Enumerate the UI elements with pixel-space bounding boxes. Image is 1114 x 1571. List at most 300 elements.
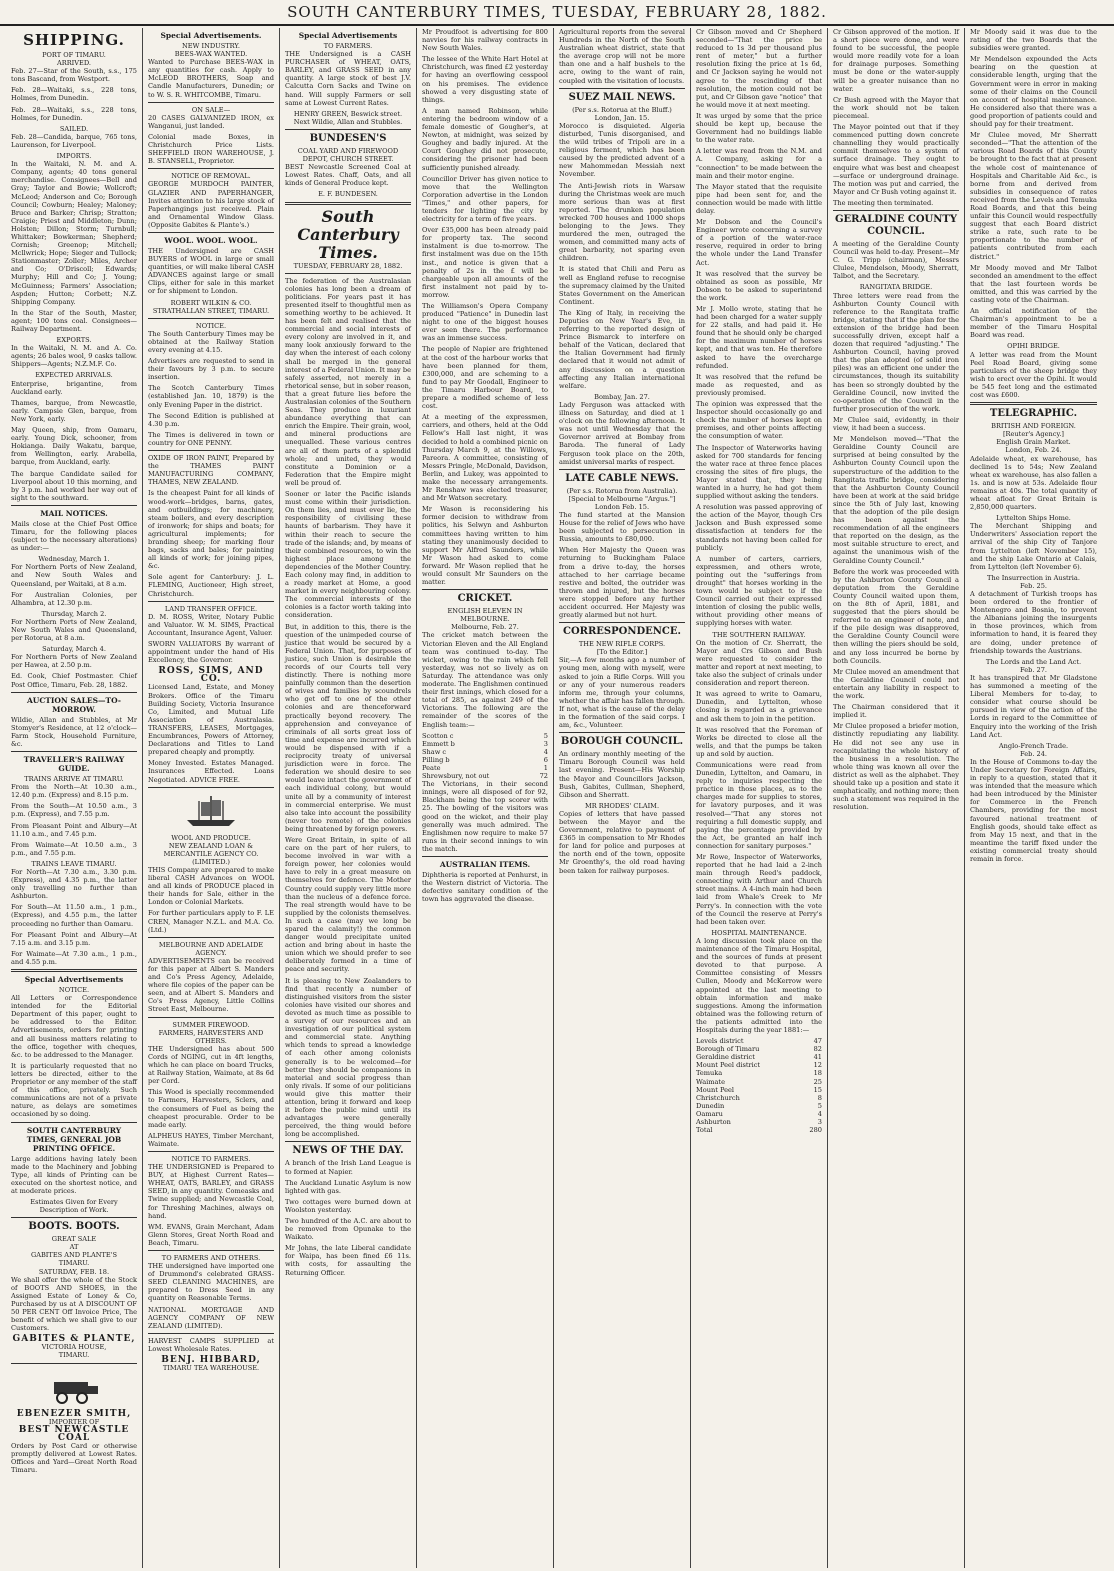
boots-1: GREAT SALE [51, 1235, 97, 1244]
place: Christchurch [696, 1093, 740, 1102]
suez-heading: SUEZ MAIL NEWS. [568, 91, 676, 103]
tele-8: The Insurrection in Austria. [987, 573, 1080, 582]
council-8: It was resolved that the refund be made as requested, and as previously promised. [696, 372, 822, 397]
borough-2: MR RHODES' CLAIM. [584, 801, 660, 810]
auction-heading: AUCTION SALES—TO-MORROW. [26, 695, 122, 714]
geraldine-5: Mr Mendelson moved—"That the Geraldine County Council are surprised at being consulted by the Ashburton County Council upon the superstructure of the addition to the Rangitata traffic bridge, considering that the Ashburton County Council have been at work at the said bridge since the 5th of July last, knowing that the adoption of the pile design has been against the recommendation of all the engineers that reported on the design, as the most suitable structure to erect, and against the unanimous wish of the Geraldine County Council." [833, 435, 959, 565]
melbourne-1: ADVERTISEMENTS can be received for this paper at Albert S. Manders and Co's Press Agency, Adelaide, where file copies of the paper can be seen, and at Albert S. Manders and Co's Press Agency, Little Collins Street East, Melbourne. [148, 956, 274, 1014]
news-4: Two hundred of the A.C. are about to be removed from Opunake to the Waikato. [285, 1217, 411, 1242]
mail-5: Thursday, March 2. [41, 609, 107, 618]
imports-1: In the Waitaki, N. M. and A. Company, agents; 40 tons general merchandise. Consignees—Bell and Gray; Taylor and Bowie; Wollcroft; McLeod; Anderson and Co; Borough Council; Cowburn; Healey; Maloney; Bruce and Barker; Chrisp; Stratton; Craigie; Priest and Middleton; Dunn; Holsten; Dillon; Storm; Turnbull; Whittaker; Bowkerman; Shepherd; Cornish; Greenop; Mitchell; Mcllwrick; Hope; Sieger and Tullock; Stationmaster; Zoller; Miles, Archer and Co; O'Driscoll; Edwards; Murphy; Hill and Co; J. Young; McGuinness; Farmers' Association; Aspden; Hutton; Corbett; N.Z. Shipping Company. [11, 160, 137, 306]
patients-table [696, 1037, 822, 1134]
divider [285, 1141, 411, 1142]
times-notice-5: The Times is delivered in town or country for ONE PENNY. [148, 430, 274, 447]
hospital-subheading: HOSPITAL MAINTENANCE. [711, 928, 807, 937]
melbourne-heading: MELBOURNE AND ADELAIDE AGENCY. [158, 940, 264, 957]
runs: 5 [543, 731, 548, 740]
table-row [696, 1118, 822, 1126]
divider [148, 1250, 274, 1251]
suez-3: Morocco is disquieted. Algeria disturbed, Tunis disorganised, and the wild tribes of Tripoli are in a religious ferment, which has been caused by the predicted advent of a new Mahommedan Messiah next November. [559, 121, 685, 179]
mail-6: For Northern Ports of New Zealand, New South Wales and Queensland, per Rotorua, at 8 a.m. [11, 617, 137, 643]
runs: 72 [539, 772, 548, 781]
ross-sims-3: Money Invested. Estates Managed. Insurances Effected. Loans Negotiated. ADVICE FREE. [148, 759, 274, 784]
farmers-others-heading: TO FARMERS AND OTHERS. [161, 1254, 261, 1262]
railway-2: It was agreed to write to Oamaru, Dunedin, and Lyttelton, whose closing is regarded as a grievance and ask them to join in the petition. [696, 690, 822, 723]
farmers-2: WM. EVANS, Grain Merchant, Adam Glenn Stores, Great North Road and Beach, Timaru. [148, 1222, 274, 1247]
firewood-4: ALPHEUS HAYES, Timber Merchant, Waimate. [148, 1131, 274, 1148]
divider [11, 1217, 137, 1218]
beeswax-3: Wanted to Purchase BEES-WAX in any quantities for cash. Apply to McLEOD BROTHERS, Soap and Candle Manufacturers, Dunedin; or to W. S. R. WHITCOMBE, Timaru. [148, 58, 274, 99]
boots-6: We shall offer the whole of the Stock of BOOTS AND SHOES, in the Assigned Estate of Loney & Co, Purchased by us at A DISCOUNT OF 50 PER CENT Off Invoice Price, The benefit of which we shall give to our Customers. [11, 1275, 137, 1333]
batsman: Emmett b [422, 739, 455, 748]
nz-loan-3: For further particulars apply to F. LE CREN, Manager N.Z.L. and M.A. Co. (Ltd.) [148, 909, 274, 934]
wool-produce-heading: WOOL AND PRODUCE. [171, 833, 251, 842]
table-row [696, 1102, 822, 1110]
cricket-heading: CRICKET. [457, 593, 513, 605]
divider [285, 129, 411, 130]
count: 82 [813, 1045, 822, 1054]
imports-label: IMPORTS. [56, 152, 92, 161]
editorial-3: But, in addition to this, there is the question of the unimpeded course of justice that would be secured by a Federal Union. That, for purposes of justice, such Union is desirable the records of our Courts tell very distinctly. There is nothing more painfully common than the desertion of wives and families by scoundrels who get off to one of the other colonies and are thenceforward practically beyond recovery. The apprehension and conveyance of criminals of all sorts great loss of time and expense are incurred which would be dispensed with if a reciprocity treaty of universal jurisdiction were in force. The federation we should desire to see would leave intact the government of each individual colony, but would unite all by a community of interest in commercial enterprise. We must also take into account the possibility (never too remote) of the colonies being threatened by foreign powers. [285, 622, 411, 833]
hospital-1: A long discussion took place on the maintenance of the Timaru Hospital, and the sources of funds at present devoted to that purpose. A Committee consisting of Messrs Cullen, Moody and McKerrow were appointed at the last meeting to obtain information and make suggestions. Among the information obtained was the following return of the patients admitted into the Hospitals during the year 1881:— [696, 936, 822, 1034]
count: 18 [813, 1069, 822, 1078]
column-8 [965, 28, 1102, 1568]
table-row [696, 1086, 822, 1094]
council-x5: An official notification of the Chairman's appointment to be a member of the Timaru Hospital Board was read. [970, 307, 1097, 340]
mail-2: Wednesday, March 1. [38, 555, 110, 564]
count: 8 [817, 1093, 822, 1102]
place: Ashburton [696, 1118, 731, 1126]
green-3: HENRY GREEN, Beswick street. Next Wildie, Allan and Stubbles. [293, 109, 403, 126]
count: 47 [813, 1037, 822, 1046]
council-1: Cr Gibson moved and Cr Shepherd seconded—"That the price be reduced to 1s 3d per thousand plus rent of meter," but a further resolution fixing the price at 1s 6d, and Cr Jackson saying he would not agree to the rescinding of that resolution, the motion could not be put, and Cr Gibson gave "notice" that he would move it at next meeting. [696, 28, 822, 109]
tele-7: The Merchant Shipping and Underwriters' Association report the arrival of the ship City of Tanjore from Lyttelton (left November 15), and the ship Lake Ontario at Calais, from Lyttelton (left November 6). [970, 522, 1097, 571]
divider [148, 1333, 274, 1334]
ebenezer-1: EBENEZER SMITH, [16, 1408, 132, 1419]
ross-sims-1: ROSS, SIMS, AND CO. [158, 666, 264, 685]
divider [148, 232, 274, 233]
bundesen-2: BEST Newcastle Screened Coal at Lowest Rates. Chaff, Oats, and all kinds of General Produce kept. [285, 163, 411, 188]
divider [11, 505, 137, 506]
total-count: 280 [809, 1126, 822, 1135]
divider [559, 622, 685, 623]
table-total-row [696, 1126, 822, 1134]
batsman: Shaw c [422, 747, 447, 756]
divider [559, 732, 685, 733]
firewood-2: THE Undersigned has about 500 Cords of NGING, cut in 4ft lengths, which he can place on board Trucks, at Railway Station, Waimate, at 8s 6d per Cord. [148, 1044, 274, 1086]
runs: 1 [543, 763, 548, 772]
count: 41 [813, 1053, 822, 1062]
railway-subheading: THE SOUTHERN RAILWAY. [712, 630, 806, 639]
ebenezer-3: BEST NEWCASTLE COAL [18, 1424, 130, 1443]
table-row [422, 732, 548, 740]
count: 12 [813, 1061, 822, 1070]
trains-arrive-heading: TRAINS ARRIVE AT TIMARU. [24, 775, 124, 784]
harvest-3: TIMARU TEA WAREHOUSE. [162, 1364, 260, 1373]
cricket-1: The cricket match between the Victorian Eleven and the All England team was continued to-day. The wicket, owing to the rain which fell yesterday, was not so lively as on Saturday. The attendance was only moderate. The Englishmen continued their first innings, which closed for a total of 285, as against 249 of the Victorians. The following are the remainder of the scores of the English team:— [422, 631, 548, 729]
divider [422, 856, 548, 857]
runs: 4 [543, 747, 548, 756]
tele-2: [Reuter's Agency.] [1002, 430, 1065, 439]
news-1: A branch of the Irish Land League is to formed at Napier. [285, 1159, 411, 1176]
train-lv-3: For Pleasant Point and Albury—At 7.15 a.m. and 3.15 p.m. [11, 930, 137, 947]
council-k3: The Mayor pointed out that if they commenced putting down concrete channelling they would practically commit themselves to a system of surface drainage. They ought to enquire what was best and cheapest—surface or underground drainage. The motion was put and carried, the Mayor and Cr Bush voting against it. [833, 123, 959, 196]
geraldine-7: Mr Clulee moved an amendment that the Geraldine Council could not entertain any liability in respect to the work. [833, 667, 959, 701]
ebenezer-2: IMPORTER OF [48, 1417, 100, 1426]
coal-cart-icon [46, 1368, 102, 1406]
special-ads-heading: Special Advertisements [24, 975, 124, 984]
council-x2: Mr Mendelson expounded the Acts bearing on the question at considerable length, urging that the Government were in error in making some of their claims on the Council on account of hospital maintenance. He considered also that there was a good proportion of patients could and should pay for their treatment. [970, 55, 1097, 129]
harvest-1: HARVEST CAMPS SUPPLIED at Lowest Wholesale Rates. [148, 1336, 274, 1353]
tele-1: BRITISH AND FOREIGN. [991, 422, 1076, 431]
suez-7: Bombay, Jan. 27. [594, 392, 650, 401]
arrival-3: Feb. 28—Waitaki, s.s., 228 tons, Holmes, for Dunedin. [11, 105, 137, 122]
table-row [422, 764, 548, 772]
mail-1: Mails close at the Chief Post Office Timaru, for the following places (subject to the necessary alterations) as under:— [11, 519, 137, 553]
news-c4: Councillor Driver has given notice to move that the Wellington Corporation advertise in the London "Times," and other papers, for tenders for lighting the city by electricity for a term of five years. [422, 174, 548, 224]
council-k1: Cr Gibson approved of the motion. If a short piece were done, and were found to be successful, the people would more readily vote for a loan for drainage purposes. Something must be done or the water-supply will be a greater nuisance than no water. [833, 28, 959, 93]
table-row [422, 756, 548, 764]
suez-1: (Per s.s. Rotorua at the Bluff.) [572, 105, 672, 114]
editorial-4: Were Great Britain, in spite of all care on the part of her rulers, to become involved in war with a foreign power, her colonies would have to rely in a great measure on themselves for defence. The Mother Country could supply very little more than the nucleus of a defence force. The real strength would have to be supplied by the colonists themselves. In such a case (may we long be spared the calamity!) the common danger would precipitate united action and bring about in haste the union which we should prefer to see deliberately formed in a time of peace and security. [285, 835, 411, 974]
council-x1: Mr Moody said it was due to the rating of the two Boards that the subsidies were granted. [970, 28, 1097, 53]
suez-8: Lady Ferguson was attacked with illness on Saturday, and died at 1 o'clock on the following afternoon. It was not until Wednesday that the Governor arrived at Bombay from Baroda. The funeral of Lady Ferguson took place on the 20th, amidst universal marks of respect. [559, 400, 685, 466]
paper-title: South Canterbury Times. [297, 206, 399, 262]
tele-15: Feb. 24. [1019, 749, 1047, 758]
column-7 [828, 28, 965, 1568]
tele-10: A detachment of Turkish troops has been ordered to the frontier of Montenegro and Bosnia, to prevent the Albanians joining the insurgents in those provinces, which from information to hand, it is feared they are doing, under pretence of friendship towards the Austrians. [970, 590, 1097, 655]
oxide-1: OXIDE OF IRON PAINT, Prepared by the THAMES PAINT MANUFACTURING COMPANY, THAMES, NEW ZEALAND. [148, 454, 274, 487]
boots-5: SATURDAY, FEB. 18. [38, 1267, 110, 1276]
times-notice-3: The Scotch Canterbury Times (established Jan. 10, 1879) is the only Evening Paper in the district. [148, 384, 274, 409]
divider [148, 102, 274, 103]
green-1: TO FARMERS. [323, 42, 373, 50]
news-c1: Mr Proudfoot is advertising for 800 navvies for his railway contracts in New South Wales. [422, 28, 548, 53]
column-1 [6, 28, 143, 1568]
mail-8: For Northern Ports of New Zealand per Hawea, at 2.50 p.m. [11, 653, 137, 670]
mail-4: For Australian Colonies, per Alhambra, at 12.30 p.m. [11, 590, 137, 607]
borough-1: An ordinary monthly meeting of the Timaru Borough Council was held last evening. Present—His Worship the Mayor and Councillors Jackson, Bush, Gabites, Cullman, Shepherd, Gibson and Sherratt. [559, 750, 685, 799]
count: 3 [817, 1118, 822, 1126]
tele-9: Feb. 25. [1019, 581, 1047, 590]
sailed-1: Feb. 28—Candida, barque, 765 tons, Laurenson, for Liverpool. [11, 132, 137, 149]
geraldine-9: Mr Clulee proposed a briefer motion, distinctly repudiating any liability. He did not see any use in recapitulating the whole history of the business in a resolution. The whole thing was known all over the district as well as the alphabet. They should take up a position and state it emphatically, and nothing more; then such a statement was required in the resolution. [833, 722, 959, 812]
expected-3: May Queen, ship, from Oamaru, early. Young Dick, schooner, from Hokianga. Daily Wakatu, barque, from Wellington, early. Arabella, barque, from Auckland, early. [11, 426, 137, 467]
table-row [696, 1069, 822, 1077]
place: Waimate [696, 1077, 725, 1086]
divider [11, 1122, 137, 1123]
news-c6: The Williamson's Opera Company produced "Patience" in Dunedin last night to one of the biggest houses ever seen there. The performance was an immense success. [422, 302, 548, 343]
column-3 [280, 28, 417, 1568]
farmers-1: THE UNDERSIGNED is Prepared to BUY, at Highest Current Rates—WHEAT, OATS, BARLEY, and GRASS SEED, in any quantity. Comeasks and Twine supplied; and Newcastle Coal, for Threshing Machines, always on hand. [148, 1163, 274, 1220]
news-c8: At a meeting of the expressmen, carriers, and others, held at the Odd Fellow's Hall last night, it was decided to hold a combined picnic on Thursday March 9, at the Willows, Pareora. A committee, consisting of Messrs Pringle, McDonald, Davidson, Berlin, and Lukey, was appointed to make the necessary arrangements. Mr Renshaw was elected treasurer, and Mr Watson secretary. [422, 413, 548, 503]
imports-2: In the Star of the South, Master, agent; 100 tons coal. Consignees—Railway Department. [11, 308, 137, 333]
tele-11: The Lords and the Land Act. [985, 657, 1082, 666]
table-row [422, 772, 548, 780]
arrival-2: Feb. 28—Waitaki, s.s., 228 tons, Holmes, from Dunedin. [11, 86, 137, 103]
exports-1: In the Waitaki, N. M. and A. Co. agents; 26 bales wool, 9 casks tallow. Shippers—Agents; N.Z.M.F. Co. [11, 344, 137, 369]
railway-3: It was resolved that the Foreman of Works be directed to close all the wells, and that the pumps be taken up and sold by auction. [696, 725, 822, 758]
news-c5: Over £35,000 has been already paid for property tax. The second instalment is due to-morrow. The first instalment was due on the 15th inst., and notice is given that a penalty of 2s in the £ will be chargeable upon all amounts of the first instalment not paid by to-morrow. [422, 226, 548, 299]
arrived-label: ARRIVED. [56, 59, 92, 68]
iron-1: ON SALE— [191, 105, 231, 114]
place: Levels district [696, 1037, 744, 1046]
table-row [422, 740, 548, 748]
trains-leave-heading: TRAINS LEAVE TIMARU. [31, 859, 117, 868]
editorial-2: Sooner or later the Pacific islands must come within their jurisdiction. On them lies, and must ever lie, the responsibility of civilising these haunts of barbarism. They have it within their reach to secure the trade of the islands; and, by means of their combined resources, to win the highest place among the dependencies of the Mother Country. Each colony may find, in addition to a ready market at Home, a good market in every neighbouring colony. The commercial interests of the colonies is a factor worth taking into consideration. [285, 490, 411, 620]
cricket-2: The Victorians, in their second innings, were all disposed of for 92, Blackham being the top scorer with 25. The bowling of the visitors was good on the wicket, and their play generally was much admired. The Englishmen now require to make 57 runs in their second innings to win the match. [422, 780, 548, 853]
cable-4: The fund started at the Mansion House for the relief of Jews who have been subjected to persecution in Russia, amounts to £80,000. [559, 510, 685, 544]
tele-12: Feb. 27. [1019, 665, 1047, 674]
harvest-2: BENJ. HIBBARD, [161, 1355, 261, 1366]
column-5 [554, 28, 691, 1568]
tele-4: London, Feb. 24. [1005, 446, 1062, 455]
count: 4 [817, 1109, 822, 1118]
ross-sims-2: Licensed Land, Estate, and Money Brokers. Office of the Timaru Building Society, Victoria Insurance Co, Limited, and Mutual Life Association of Australasia. TRANSFERS, LEASES, Mortgages, Encumbrances, Powers of Attorney, Declarations and Titles to Land prepared cheaply and promptly. [148, 683, 274, 757]
iron-3: Colonial made Boxes, in Christchurch Price Lists. SHEFFIELD IRON WAREHOUSE, J. B. STANSELL, Proprietor. [148, 132, 274, 166]
borough-3: Copies of letters that have passed between the Mayor and the Government, relative to payment of £365 in compensation to Mr Rhodes for land for police and purposes at the north end of the town, opposite Mr Groenthy's, the old road having been taken for railway purposes. [559, 809, 685, 875]
council-3: A letter was read from the N.M. and A. Company, asking for a "connection" to be made between the main and their motor engine. [696, 147, 822, 180]
notice-heading-2: NOTICE. [195, 321, 227, 330]
paper-date: TUESDAY, FEBRUARY 28, 1882. [293, 261, 403, 270]
divider [11, 1363, 137, 1364]
divider [970, 402, 1097, 405]
times-notice-2: Advertisers are requested to send in their favours by 3 p.m. to secure insertion. [148, 357, 274, 382]
column-4 [417, 28, 554, 1568]
port-label: PORT OF TIMARU. [42, 51, 106, 59]
cable-2: [Special to Melbourne "Argus."] [568, 494, 676, 503]
news-5: Mr Johns, the late Liberal candidate for Waipa, has been fined £6 11s. with costs, for assaulting the Returning Officer. [285, 1244, 411, 1277]
notice-heading: NOTICE. [58, 986, 90, 994]
divider [559, 88, 685, 89]
beeswax-1: NEW INDUSTRY. [182, 42, 240, 50]
place: Dunedin [696, 1101, 725, 1110]
expected-2: Thames, barque, from Newcastle, early. Campsie Glen, barque, from New York, early. [11, 398, 137, 423]
geraldine-6: Before the work was proceeded with by the Ashburton County Council a deputation from the Geraldine County Council waited upon them, on the 8th of April, 1881, and suggested that the piers should be referred to an engineer of note, and if the pile design was disapproved, the Geraldine County Council were then willing the piers should be sold, and any loss incurred be borne by both Councils. [833, 567, 959, 665]
boots-heading: BOOTS. BOOTS. [28, 1221, 120, 1233]
arrival-1: Feb. 27—Star of the South, s.s., 175 tons Bascand, from Westport. [11, 67, 137, 84]
count: 25 [813, 1077, 822, 1086]
cable-1: (Per s.s. Rotorua from Australia). [566, 486, 678, 495]
railway-5: Mr Rowe, Inspector of Waterworks, reported that he had laid a 2-inch main through Reed's paddock, connecting with Arthur and Church street mains. A 4-inch main had been laid from Whale's Creek to Mr Perry's. In connection with the vote of the Council the reserve at Perry's had been taken over. [696, 853, 822, 926]
council-k2: Cr Bush agreed with the Mayor that the work should not be taken piecemeal. [833, 95, 959, 120]
green-2: THE Undersigned is a CASH PURCHASER of WHEAT, OATS, BARLEY, and GRASS SEED in any quantity. A large stock of best J.V. Calcutta Corn Sacks and Twine on hand. Will supply Farmers or sell same at Lowest Current Rates. [285, 50, 411, 107]
railway-4: Communications were read from Dunedin, Lyttelton, and Oamaru, in reply to inquiries respecting the practice in those places, as to the charges made for supplies to stores, for lavatory purposes, and it was resolved—"That any stores not requiring a full domestic supply, and paying the percentage provided by the Act, be granted an half inch connection for sanitary purposes." [696, 760, 822, 850]
boots-3: GABITES AND PLANTE'S [30, 1251, 118, 1260]
oxide-3: Sole agent for Canterbury: J. L. FLEMING, Auctioneer, High street, Christchurch. [148, 573, 274, 598]
place: Mount Peel district [696, 1061, 761, 1070]
mail-9: Ed. Cook, Chief Postmaster. Chief Post Office, Timaru, Feb. 28, 1882. [11, 672, 137, 689]
table-row [696, 1037, 822, 1045]
tele-14: Anglo-French Trade. [998, 741, 1069, 750]
editorial-5: It is pleasing to New Zealanders to find that recently a number of distinguished visitors from the sister colonies have visited our shores and devoted as much time as possible to a survey of our resources and an investigation of our political system and commercial state. Anything which tends to spread a knowledge of each other among colonists generally is to be welcomed—for better they should be companions in material and social progress than only rivals. If some of our politicians would give this matter their attention, bring it forward and keep it before the public mind until its advantages were generally perceived, the thing would before long be accomplished. [285, 976, 411, 1139]
place: Geraldine district [696, 1053, 755, 1062]
bundesen-3: E. F. BUNDESEN. [318, 190, 378, 199]
columns [6, 28, 1108, 1568]
expected-1: Enterprise, brigantine, from Auckland early. [11, 379, 137, 396]
divider [11, 969, 137, 972]
council-6: It was resolved that the survey be obtained as soon as possible, Mr Dobson to be asked to superintend the work. [696, 269, 822, 302]
column-6 [691, 28, 828, 1568]
wool-heading: WOOL. WOOL. WOOL. [164, 235, 258, 245]
times-notice-4: The Second Edition is published at 4.30 p.m. [148, 411, 274, 428]
news-c2: The lessee of the White Hart Hotel at Christchurch, was fined £2 yesterday for having an overflowing cesspool on his premises. The evidence showed a very disgusting state of things. [422, 55, 548, 104]
council-7: Mr J. Mollo wrote, stating that he had been charged for a water supply for 22 stalls, and had paid it. He found that he should only be charged for the maximum number of horses kept, and that was ten. He therefore asked to have the overcharge refunded. [696, 305, 822, 370]
news-c3: A man named Robinson, while entering the bedroom window of a female domestic of Gougher's, at Newton, at midnight, was seized by Goughey and badly injured. At the Court Goughey did not prosecute, considering the prisoner had been sufficiently punished already. [422, 106, 548, 172]
suez-4: The Anti-Jewish riots in Warsaw during the Christmas week are much more serious than was at first reported. The drunken population wrecked 700 houses and 1000 shops belonging to the Jews. They murdered the men, outraged the women, and committed many acts of great barbarity, not sparing even children. [559, 181, 685, 263]
geraldine-8: The Chairman considered that it implied it. [833, 703, 959, 720]
table-row [696, 1110, 822, 1118]
boots-7: GABITES & PLANTE, [12, 1334, 136, 1345]
council-2: It was urged by some that the price should be kept up, because the Government had no buildings liable to the water rate. [696, 111, 822, 145]
mail-heading: MAIL NOTICES. [40, 508, 108, 518]
divider [148, 601, 274, 602]
divider [11, 692, 137, 693]
grass-seed-1: THE undersigned have imported one of Drummond's celebrated GRASS-SEED CLEANING MACHINES, are prepared to Dress Seed in any quantity on Reasonable Terms. [148, 1262, 274, 1303]
boots-8: VICTORIA HOUSE, [41, 1343, 107, 1352]
table-row [696, 1078, 822, 1086]
firewood-3: This Wood is specially recommended to Farmers, Harvesters, Sclers, and the consumers of Fuel as being the cheapest procurable. Order to be made early. [148, 1088, 274, 1129]
cricket-dateline: Melbourne, Feb. 27. [451, 623, 519, 632]
firewood-1: FARMERS, HARVESTERS AND OTHERS. [158, 1028, 264, 1045]
corr-3: Sir,—A few months ago a number of young men, along with myself, were asked to join a Rifle Corps. Will you or any of your numerous readers inform me, through your columns, whether the affair has fallen through. If not, what is the cause of the delay in the formation of the said corps. I am, &c., Volunteer. [559, 656, 685, 730]
bundesen-heading: BUNDESEN'S [309, 132, 387, 144]
cable-5: When Her Majesty the Queen was returning to Buckingham Palace from a drive to-day, the horses attached to her carriage became restive and bolted, the outrider was thrown and injured, but the horses were stopped before any further accident occurred. Her Majesty was greatly alarmed but not hurt. [559, 546, 685, 620]
land-2: SWORN VALUATORS By warrant of appointment under the hand of His Excellency, the Governor. [148, 640, 274, 665]
batsman: Peate [422, 763, 441, 772]
mail-7: Saturday, March 4. [42, 645, 106, 654]
masthead: SOUTH CANTERBURY TIMES, TUESDAY, FEBRUARY 28, 1882. [0, 0, 1114, 26]
divider [148, 937, 274, 938]
boots-4: TIMARU. [58, 1259, 90, 1268]
train-arr-3: From Pleasant Point and Albury—At 11.10 a.m., and 7.45 p.m. [11, 821, 137, 838]
australian-1: Diphtheria is reported at Penhurst, in the Western district of Victoria. The defective sanitary condition of the town has aggravated the disease. [422, 871, 548, 904]
notice-1: All Letters or Correspondence intended for the Editorial Department of this paper, ought to be addressed to the Editor. Advertisements, orders for printing and all business matters relating to the office, together with cheques, &c. to be addressed to the Manager. [11, 994, 137, 1059]
tele-6: Lyttelton Ships Home. [996, 514, 1071, 523]
place: Mount Peel [696, 1085, 735, 1094]
divider [285, 202, 411, 205]
news-c7: The people of Napier are frightened at the cost of the harbour works that have been planned for them, £300,000, and are scheming to a fund to pay Mr Goodall, Engineer to the Timaru Harbour Board, to prepare a modified scheme of less cost. [422, 345, 548, 411]
iron-2: 20 CASES GALVANIZED IRON, ex Wanganui, just landed. [148, 113, 274, 130]
removal-heading: NOTICE OF REMOVAL. [171, 172, 251, 181]
shipping-heading: SHIPPING. [23, 31, 125, 49]
agri-report: Agricultural reports from the several Hundreds in the North of the South Australian wheat district, state that the average crop will not be more than one and a half bushels to the acre, owing to the want of rain, coupled with the visitation of locusts. [559, 28, 685, 85]
tele-16: In the House of Commons to-day the Under Secretary for Foreign Affairs, in reply to a question, stated that it was intended that the measure which had been introduced by the Minister for Commerce in the French Chambers, providing for the most favoured national treatment of English goods, should take effect as from May 15 next, and that in the meantime the tariff fixed under the existing commercial treaty should remain in force. [970, 757, 1097, 863]
council-11: A resolution was passed approving of the action of the Mayor, though Crs Jackson and Bush expressed some dissatisfaction at tenders for the standards not having been called for publicly. [696, 503, 822, 552]
special-ads-heading-3: Special Advertisements [298, 31, 398, 40]
geraldine-heading: GERALDINE COUNTY COUNCIL. [835, 213, 957, 237]
table-row [696, 1045, 822, 1053]
printing-1: Large additions having lately been made to the Machinery and Jobbing Type, all kinds of Printing can be executed on the shortest notice, and at moderate prices. [11, 1154, 137, 1195]
divider [148, 168, 274, 169]
mail-3: For Northern Ports of New Zealand, and New South Wales and Queensland, per Waitaki, at 8 a.m. [11, 563, 137, 588]
exports-label: EXPORTS. [56, 336, 92, 345]
grass-seed-2: NATIONAL MORTGAGE AND AGENCY COMPANY OF NEW ZEALAND (LIMITED). [148, 1305, 274, 1330]
bundesen-1: COAL YARD AND FIREWOOD DEPOT, CHURCH STREET. [297, 146, 399, 164]
divider [285, 273, 411, 274]
nz-loan-2: THIS Company are prepared to make liberal CASH Advances on WOOL and all kinds of PRODUCE placed in their hands for Sale, either in the London or Colonial Markets. [148, 865, 274, 907]
cable-heading: LATE CABLE NEWS. [565, 472, 679, 484]
count: 15 [813, 1085, 822, 1094]
ship-icon [183, 792, 239, 830]
batsman: Shrewsbury, not out [422, 772, 490, 781]
corr-1: THE NEW RIFLE CORPS. [578, 640, 666, 649]
nz-loan-1: NEW ZEALAND LOAN & MERCANTILE AGENCY CO. (LIMITED.) [163, 841, 259, 866]
auction-1: Wildie, Allan and Stubbles, at Mr Stomyer's Residence, at 12 o'clock—Farm Stock, Household Furniture, &c. [11, 715, 137, 748]
beeswax-2: BEES-WAX WANTED. [174, 50, 248, 59]
land-1: D. M. ROSS, Writer, Notary Public and Valuator. W. M. SIMS, Practical Accountant, Insurance Agent, Valuer. [148, 612, 274, 637]
tele-5: Adelaide wheat, ex warehouse, has declined 1s to 54s; New Zealand wheat ex warehouse, has also fallen a 1s. and is now at 53s. Adelaide flour remains at 40s. The total quantity of wheat afloat for Great Britain is 2,850,000 quarters. [970, 454, 1097, 512]
news-heading: NEWS OF THE DAY. [292, 1145, 404, 1157]
table-row [422, 748, 548, 756]
train-lv-4: For Waimate—At 7.30 a.m., 1 p.m., and 4.55 p.m. [11, 949, 137, 966]
score-table [422, 732, 548, 781]
land-transfer-heading: LAND TRANSFER OFFICE. [164, 604, 258, 613]
train-arr-1: From the North—At 10.30 a.m., 12.40 p.m. (Express) and 8.15 p.m. [11, 783, 137, 800]
council-k4: The meeting then terminated. [833, 198, 934, 207]
suez-5: It is stated that Chili and Peru as well as England refuse to recognise the supremacy claimed by the United States Government on the American Continent. [559, 265, 685, 306]
geraldine-2: RANGITATA BRIDGE. [859, 283, 933, 292]
boots-9: TIMARU. [58, 1351, 90, 1360]
council-9: The opinion was expressed that the Inspector should occasionally go and check the number of horses kept on premises, and other points affecting the consumption of water. [696, 400, 822, 441]
train-arr-2: From the South—At 10.50 a.m., 3 p.m. (Express), and 7.55 p.m. [11, 802, 137, 819]
borough-heading: BOROUGH COUNCIL. [560, 736, 684, 748]
tele-13: It has transpired that Mr Gladstone has summoned a meeting of the Liberal Members for to-day, to consider what course should be pursued in view of the action of the Lords in regard to the Committee of Enquiry into the working of the Irish Land Act. [970, 673, 1097, 739]
table-row [696, 1061, 822, 1069]
divider [148, 450, 274, 451]
murdoch-ad: GEORGE MURDOCH PAINTER, GLAZIER AND PAPERHANGER, Invites attention to his large stock of Paperhangings just received. Plain and Ornamental Window Glass. (Opposite Gabites & Plante's.) [148, 180, 274, 229]
council-12: A number of carters, carriers, expressmen, and others wrote, pointing out the "sufferings from drought" that horses working in the town would be subject to if the Council carried out their expressed intention of closing the public wells, without providing other means of supplying horses with water. [696, 554, 822, 628]
opihi-subheading: OPIHI BRIDGE. [1007, 342, 1060, 351]
divider [148, 787, 274, 788]
batsman: Scotton c [422, 731, 454, 740]
train-lv-2: For South—At 11.50 a.m., 1 p.m., (Express), and 4.55 p.m., the latter proceeding no further than Oamaru. [11, 903, 137, 928]
table-row [696, 1053, 822, 1061]
notice-2: It is particularly requested that no letters be directed, either to the Proprietor or any member of the staff of this office, privately. Such communications are not of a private nature, as delays are sometimes occasioned by so doing. [11, 1061, 137, 1119]
expected-label: EXPECTED ARRIVALS. [35, 371, 113, 380]
times-notice-1: The South Canterbury Times may be obtained at the Railway Station every evening at 4.15. [148, 329, 274, 354]
divider [559, 469, 685, 470]
column-2 [143, 28, 280, 1568]
council-10: The Inspector of Waterworks having asked for 700 standards for fencing the water race at three fence places crossing the sites of fire plugs, the Mayor stated that, they being wanted in a hurry, he had got them supplied without asking the tenders. [696, 443, 822, 501]
farmers-heading: NOTICE TO FARMERS. [171, 1154, 251, 1163]
council-4: The Mayor stated that the requisite pipe had been sent for, and the connection would be made with little delay. [696, 182, 822, 215]
table-row [696, 1094, 822, 1102]
council-x7: A letter was read from the Mount Peel Road Board, giving some particulars of the sheep bridge they wish to erect over the Opihi. It would be 545 feet long and the estimated cost was £600. [970, 350, 1097, 400]
boots-2: AT [69, 1243, 79, 1252]
sailed-label: SAILED. [59, 124, 89, 133]
ebenezer-4: Orders by Post Card or otherwise promptly delivered at Lowest Rates. Offices and Yard—Great North Road Timaru. [11, 1441, 137, 1475]
firewood-heading: SUMMER FIREWOOD. [172, 1020, 250, 1029]
oxide-2: Is the cheapest Paint for all kinds of wood-work—bridges, barns, gates, and outbuildings; for machinery, steam boilers, and every description of ironwork; for ships and boats; for agricultural implements; for branding sheep; for marking flour bags, sacks and bales; for painting all kinds of work; for joining pipes, &c. [148, 489, 274, 571]
telegraphic-heading: TELEGRAPHIC. [989, 408, 1078, 420]
expected-4: The barque Candidate sailed for Liverpool about 10 this morning, and by 3 p.m. had worked her way out of sight to the southward. [11, 469, 137, 502]
suez-6: The King of Italy, in receiving the Deputies on New Year's Eve, in referring to the reported design of Prince Bismarck to interfere on behalf of the Vatican, declared that the Italian Government had firmly declared that it would not admit of any discussion on a question affecting any Italian international welfare. [559, 308, 685, 390]
news-c9: Mr Wason is reconsidering his former decision to withdraw from politics, his Selwyn and Ashburton committees having written to him stating they unanimously decided to support Mr Alfred Saunders, while Mr Wason had asked to come forward. Mr Wason replied that he would consult Mr Saunders on the matter. [422, 505, 548, 587]
divider [148, 1151, 274, 1152]
suez-2: London, Jan. 15. [594, 113, 650, 122]
divider [422, 589, 548, 590]
australian-heading: AUSTRALIAN ITEMS. [439, 860, 531, 869]
railway-guide-heading: TRAVELLER'S RAILWAY GUIDE. [23, 755, 125, 774]
wool-2: ROBERT WILKIN & CO. STRATHALLAN STREET, TIMARU. [152, 298, 270, 315]
railway-1: On the motion of Cr. Sherratt, the Mayor and Crs Gibson and Bush were requested to consider the matter and report at next meeting, to take also the subject of crinals under consideration and report thereon. [696, 638, 822, 688]
tele-3: English Grain Market. [996, 438, 1071, 447]
news-3: Two cottages were burned down at Woolston yesterday. [285, 1197, 411, 1214]
batsman: Pilling b [422, 755, 450, 764]
divider [148, 1017, 274, 1018]
geraldine-4: Mr Clulee said, evidently, in their view, it had been a success. [833, 415, 959, 433]
